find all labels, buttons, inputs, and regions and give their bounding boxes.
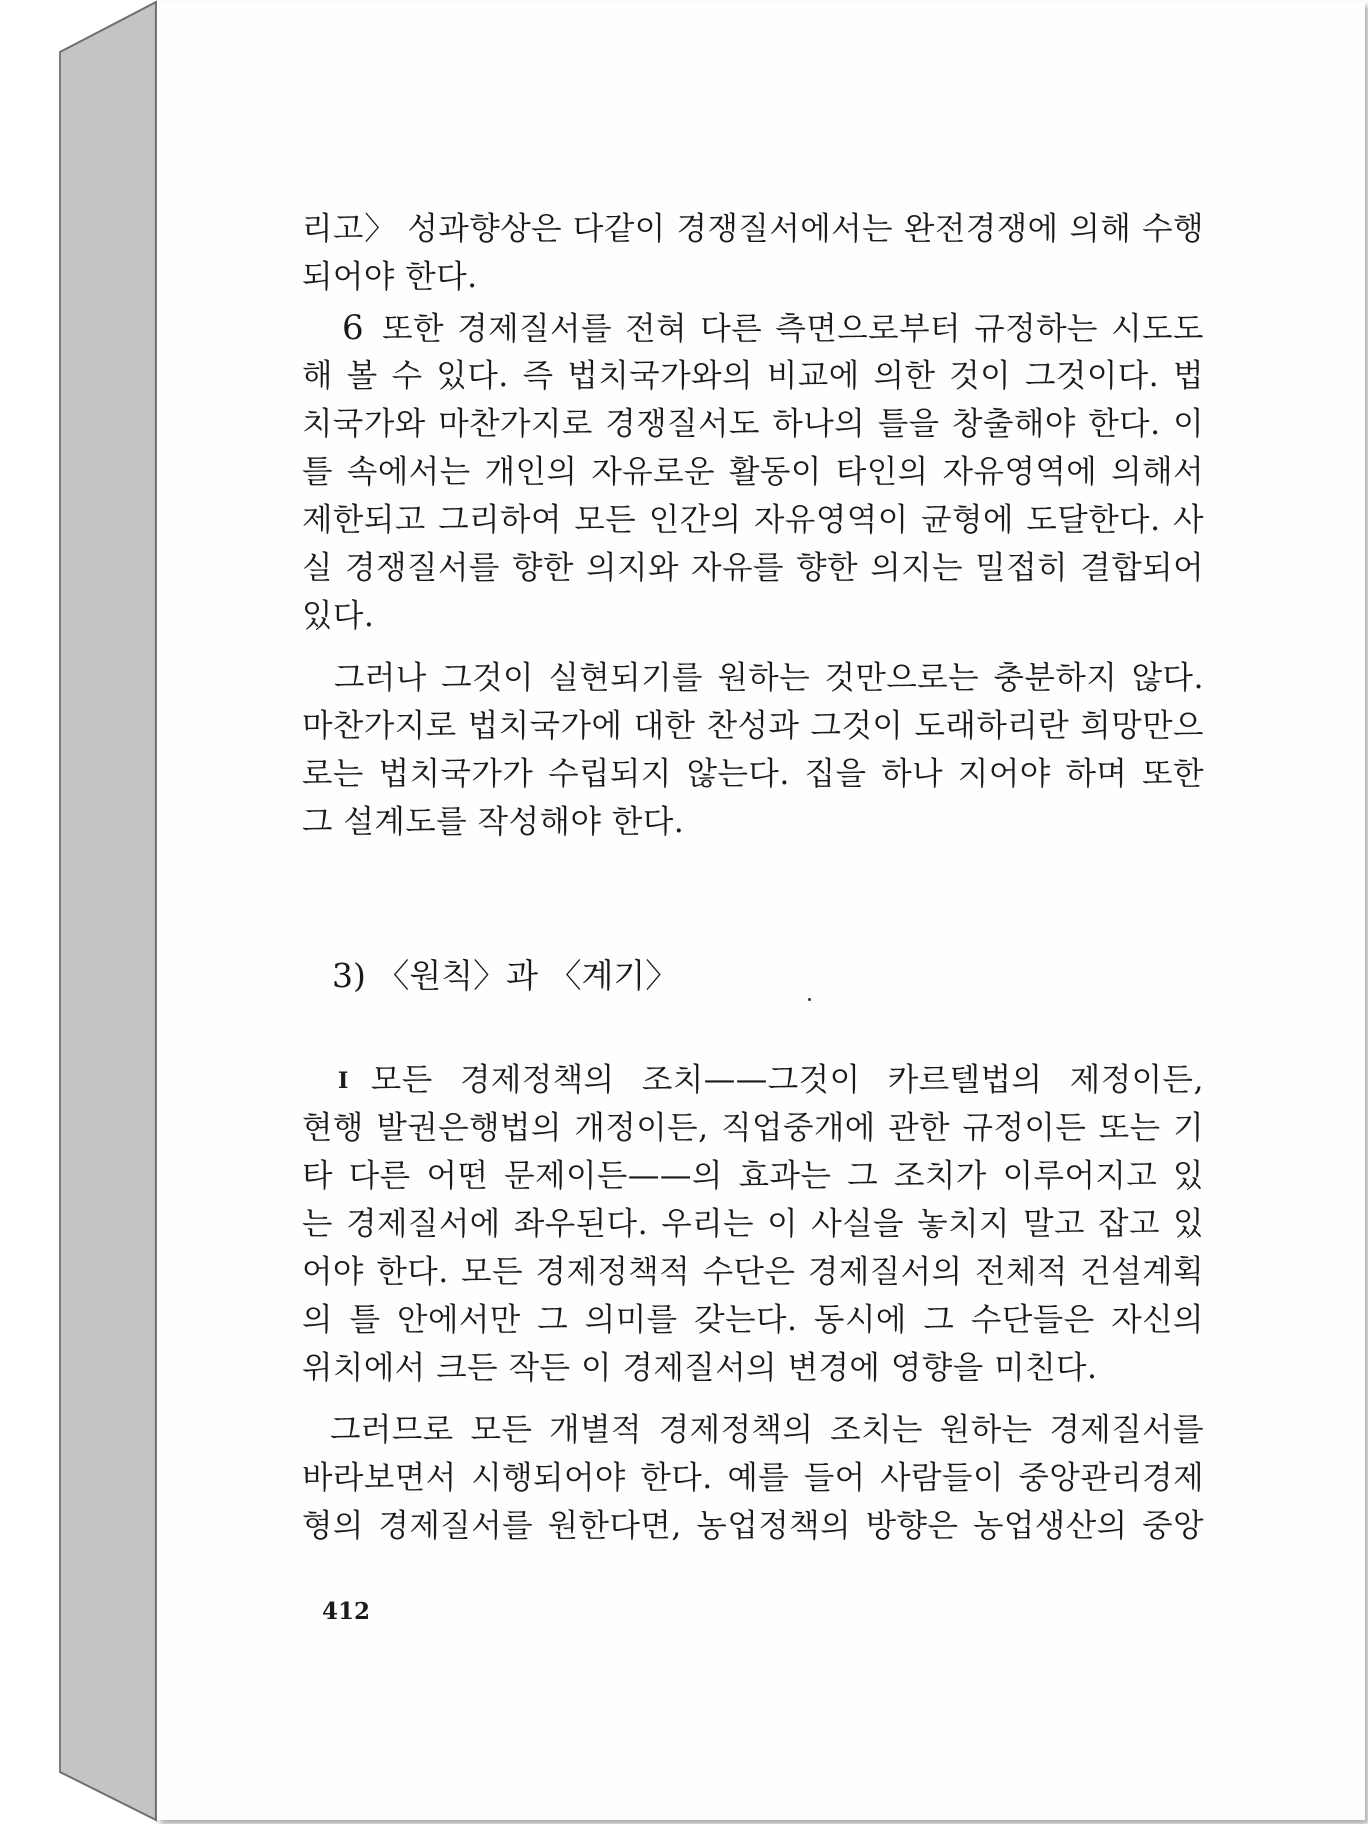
text-line: 그러나 그것이 실현되기를 원하는 것만으로는 충분하지 않다.	[334, 660, 1204, 696]
text-line: 위치에서 크든 작든 이 경제질서의 변경에 영향을 미친다.	[302, 1350, 1098, 1386]
text-line: 제한되고 그리하여 모든 인간의 자유영역이 균형에 도달한다. 사	[302, 502, 1204, 538]
text-line	[302, 1056, 1204, 1104]
text-line: 리고〉 성과향상은 다같이 경쟁질서에서는 완전경쟁에 의해 수행	[302, 211, 1204, 247]
text-line: 그 설계도를 작성해야 한다.	[302, 804, 685, 840]
print-speck	[808, 998, 811, 1001]
paragraph	[302, 654, 1204, 846]
text-line: 어야 한다. 모든 경제정책적 수단은 경제질서의 전체적 건설계획	[302, 1254, 1204, 1290]
text-line: 치국가와 마찬가지로 경쟁질서도 하나의 틀을 창출해야 한다. 이	[302, 406, 1204, 442]
text-line-content: 또한 경제질서를 전혀 다른 측면으로부터 규정하는 시도도	[382, 311, 1204, 347]
text-line: 의 틀 안에서만 그 의미를 갖는다. 동시에 그 수단들은 자신의	[302, 1302, 1204, 1338]
text-line: 해 볼 수 있다. 즉 법치국가와의 비교에 의한 것이 그것이다. 법	[302, 358, 1204, 394]
text-line-content: 모든 경제정책의 조치——그것이 카르텔법의 제정이든,	[370, 1062, 1204, 1098]
paragraph-1	[302, 1056, 1204, 1392]
text-line: 틀 속에서는 개인의 자유로운 활동이 타인의 자유영역에 의해서	[302, 454, 1204, 490]
text-line: 형의 경제질서를 원한다면, 농업정책의 방향은 농업생산의 중앙	[302, 1508, 1204, 1544]
text-line: 실 경쟁질서를 향한 의지와 자유를 향한 의지는 밀접히 결합되어	[302, 550, 1204, 586]
text-line: 마찬가지로 법치국가에 대한 찬성과 그것이 도래하리란 희망만으	[302, 708, 1204, 744]
text-line	[302, 304, 1204, 352]
text-line: 현행 발권은행법의 개정이든, 직업중개에 관한 규정이든 또는 기	[302, 1110, 1204, 1146]
paragraph-number: I	[338, 1068, 349, 1094]
text-line: 되어야 한다.	[302, 259, 478, 295]
text-line: 그러므로 모든 개별적 경제정책의 조치는 원하는 경제질서를	[330, 1412, 1204, 1448]
paragraph-number: 6	[342, 308, 365, 348]
text-line: 있다.	[302, 598, 375, 634]
paragraph	[302, 1406, 1204, 1550]
paragraph-continuation	[302, 205, 1204, 301]
text-line: 로는 법치국가가 수립되지 않는다. 집을 하나 지어야 하며 또한	[302, 756, 1204, 792]
page-number: 412	[322, 1598, 371, 1625]
paragraph-6	[302, 304, 1204, 640]
text-line: 는 경제질서에 좌우된다. 우리는 이 사실을 놓치지 말고 잡고 있	[302, 1206, 1204, 1242]
text-line: 타 다른 어떤 문제이든——의 효과는 그 조치가 이루어지고 있	[302, 1158, 1204, 1194]
section-heading: 3) 〈원칙〉과 〈계기〉	[332, 956, 679, 995]
text-line: 바라보면서 시행되어야 한다. 예를 들어 사람들이 중앙관리경제	[302, 1460, 1204, 1496]
